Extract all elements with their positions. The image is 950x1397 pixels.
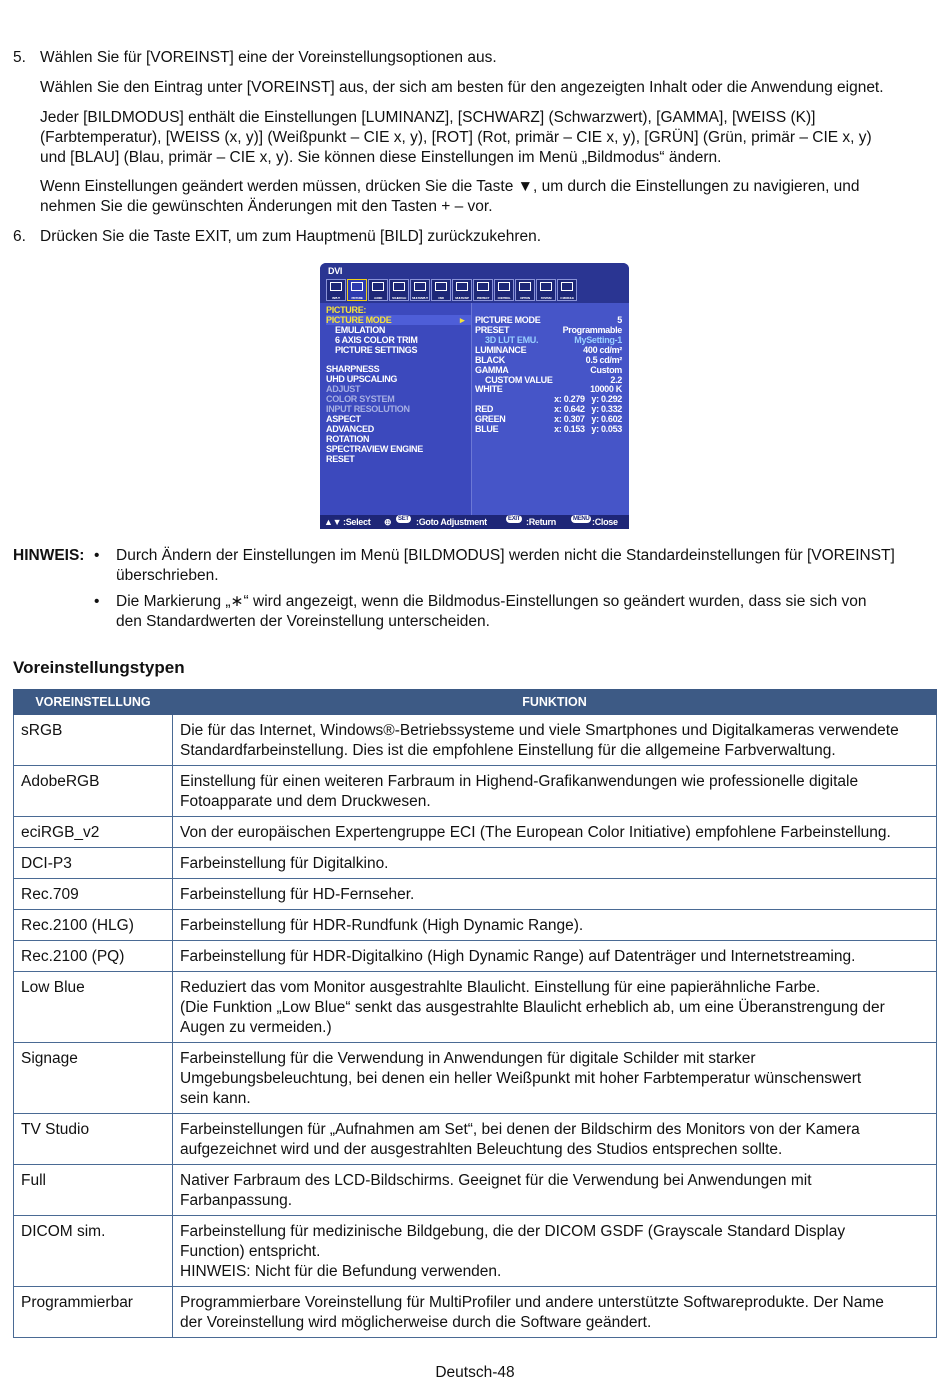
osd-right-label: PICTURE MODE — [475, 315, 541, 325]
preset-name-cell: TV Studio — [14, 1114, 173, 1165]
function-line: Augen zu vermeiden.) — [180, 1019, 332, 1036]
osd-left-item: SHARPNESS — [326, 364, 380, 374]
osd-icon-osd — [431, 279, 451, 301]
osd-icon-c-module — [557, 279, 577, 301]
table-row — [14, 1287, 937, 1338]
menu-tab-icon — [330, 282, 342, 291]
osd-right-value: 2.2 — [610, 375, 622, 385]
osd-icon-option — [515, 279, 535, 301]
function-line: Programmierbare Voreinstellung für MultiProfiler und andere unterstützte Softwareprodukte. Der Name — [180, 1294, 884, 1311]
table-header-function: FUNKTION — [173, 690, 937, 715]
function-line: Farbeinstellung für Digitalkino. — [180, 855, 389, 872]
function-line: Farbeinstellung für HDR-Rundfunk (High Dynamic Range). — [180, 917, 584, 934]
function-line: Von der europäischen Expertengruppe ECI (The European Color Initiative) empfohlene Farbeinstellung. — [180, 824, 891, 841]
table-row — [14, 910, 937, 941]
osd-right-value: 5 — [617, 315, 622, 325]
osd-right-value: 0.5 cd/m² — [585, 355, 622, 365]
osd-icon-label: OSD — [438, 296, 444, 300]
step-5-number: 5. — [13, 49, 26, 66]
note-bullet-2-line: Die Markierung „∗“ wird angezeigt, wenn die Bildmodus-Einstellungen so geändert wurden, dass sie sich von — [116, 593, 867, 610]
osd-left-item: EMULATION — [335, 325, 386, 335]
menu-tab-icon — [351, 282, 363, 291]
osd-icon-bar — [326, 279, 577, 301]
table-row — [14, 1043, 937, 1114]
function-line: Standardfarbeinstellung. Dies ist die empfohlene Einstellung für die allgemeine Farbverwaltung. — [180, 742, 836, 759]
table-row — [14, 972, 937, 1043]
osd-select-label: :Select — [343, 517, 371, 527]
function-line: Umgebungsbeleuchtung, bei denen ein heller Weißpunkt mit hoher Farbtemperatur wünschenswert — [180, 1070, 862, 1087]
section-title: Voreinstellungstypen — [13, 658, 185, 677]
function-line: Farbeinstellung für HDR-Digitalkino (High Dynamic Range) auf Datenträger und Internetstreaming. — [180, 948, 856, 965]
table-row — [14, 848, 937, 879]
function-line: Farbeinstellung für medizinische Bildgebung, die der DICOM GSDF (Grayscale Standard Display — [180, 1223, 846, 1240]
step-5-paragraph-3-line: Wenn Einstellungen geändert werden müssen, drücken Sie die Taste ▼, um durch die Einstellungen zu navigieren, und — [40, 178, 860, 195]
function-line: Nativer Farbraum des LCD-Bildschirms. Geeignet für die Verwendung bei Anwendungen mit — [180, 1172, 812, 1189]
menu-tab-icon — [540, 282, 552, 291]
osd-icon-label: MULTI-DSP — [455, 296, 469, 300]
osd-right-label: 3D LUT EMU. — [485, 335, 539, 345]
preset-name-cell: eciRGB_v2 — [14, 817, 173, 848]
table-header-row — [14, 690, 937, 715]
osd-return-label: :Return — [526, 517, 556, 527]
preset-name-cell: Rec.2100 (HLG) — [14, 910, 173, 941]
osd-left-item: PICTURE SETTINGS — [335, 345, 418, 355]
osd-input-label: DVI — [328, 266, 343, 276]
osd-menu-screenshot — [320, 263, 629, 529]
osd-top-bar — [320, 263, 629, 303]
osd-icon-multi-input — [410, 279, 430, 301]
menu-tab-icon — [456, 282, 468, 291]
preset-name-cell: Signage — [14, 1043, 173, 1114]
osd-right-value: 400 cd/m² — [583, 345, 622, 355]
osd-icon-label: OPTION — [520, 296, 530, 300]
osd-right-value: MySetting-1 — [574, 335, 622, 345]
note-bullet-2 — [116, 592, 867, 632]
function-line: Farbeinstellung für die Verwendung in Anwendungen für digitale Schilder mit starker — [180, 1050, 756, 1067]
preset-function-cell — [173, 910, 937, 941]
osd-bottom-bar — [320, 515, 629, 529]
osd-left-item: INPUT RESOLUTION — [326, 404, 410, 414]
note-bullet-2-line: den Standardwerten der Voreinstellung unterscheiden. — [116, 613, 490, 630]
osd-icon-picture — [347, 279, 367, 301]
osd-left-panel — [320, 303, 471, 515]
osd-icon-label: CONTROL — [497, 296, 511, 300]
osd-right-value: x: 0.279 y: 0.292 — [554, 394, 622, 404]
step-5-paragraph-2-line: Jeder [BILDMODUS] enthält die Einstellungen [LUMINANZ], [SCHWARZ] (Schwarzwert), [GAMMA], [WEISS (K)] — [40, 109, 816, 126]
note-label: HINWEIS: — [13, 547, 85, 564]
osd-icon-input — [326, 279, 346, 301]
preset-function-cell — [173, 1043, 937, 1114]
function-line: HINWEIS: Nicht für die Befundung verwenden. — [180, 1263, 502, 1280]
menu-tab-icon — [498, 282, 510, 291]
osd-icon-label: PROTECT — [476, 296, 490, 300]
menu-key-icon: MENU — [573, 516, 590, 522]
osd-left-item: SPECTRAVIEW ENGINE — [326, 444, 423, 454]
preset-function-cell — [173, 879, 937, 910]
table-row — [14, 766, 937, 817]
osd-right-value: x: 0.307 y: 0.602 — [554, 414, 622, 424]
preset-name-cell: Programmierbar — [14, 1287, 173, 1338]
osd-right-value: x: 0.153 y: 0.053 — [554, 424, 622, 434]
function-line: Reduziert das vom Monitor ausgestrahlte Blaulicht. Einstellung für eine papierähnliche Farbe. — [180, 979, 821, 996]
table-row — [14, 941, 937, 972]
function-line: Function) entspricht. — [180, 1243, 321, 1260]
function-line: (Die Funktion „Low Blue“ senkt das ausgestrahlte Blaulicht erheblich ab, um eine Überanstrengung der — [180, 999, 885, 1016]
preset-function-cell — [173, 766, 937, 817]
preset-types-table — [13, 689, 937, 1338]
osd-right-value: x: 0.642 y: 0.332 — [554, 404, 622, 414]
table-row — [14, 1216, 937, 1287]
menu-tab-icon — [393, 282, 405, 291]
step-5-paragraph-3-line: nehmen Sie die gewünschten Änderungen mit den Tasten + – vor. — [40, 198, 493, 215]
preset-name-cell: Low Blue — [14, 972, 173, 1043]
osd-icon-label: PICTURE — [351, 296, 363, 300]
page-footer: Deutsch-48 — [435, 1364, 515, 1381]
preset-name-cell: sRGB — [14, 715, 173, 766]
osd-left-item: ASPECT — [326, 414, 361, 424]
osd-icon-system — [536, 279, 556, 301]
osd-right-label: WHITE — [475, 384, 503, 394]
osd-icon-audio — [368, 279, 388, 301]
preset-function-cell — [173, 715, 937, 766]
osd-right-label: BLACK — [475, 355, 505, 365]
table-row — [14, 715, 937, 766]
osd-right-label: BLUE — [475, 424, 499, 434]
preset-name-cell: Full — [14, 1165, 173, 1216]
table-row — [14, 817, 937, 848]
step-5-paragraph-3 — [40, 177, 860, 217]
set-key-icon: SET — [398, 516, 409, 522]
osd-left-item: RESET — [326, 454, 355, 464]
preset-name-cell: DICOM sim. — [14, 1216, 173, 1287]
bullet-icon: • — [94, 547, 100, 564]
osd-icon-label: SCHEDULE — [391, 296, 407, 300]
osd-right-value: 10000 K — [590, 384, 622, 394]
osd-left-item: ADVANCED — [326, 424, 374, 434]
osd-right-value: Programmable — [562, 325, 622, 335]
note-bullet-1-line: überschrieben. — [116, 567, 219, 584]
plus-icon: ⊕ — [384, 517, 392, 527]
osd-left-item: 6 AXIS COLOR TRIM — [335, 335, 418, 345]
menu-tab-icon — [435, 282, 447, 291]
preset-function-cell — [173, 1114, 937, 1165]
osd-left-item: ROTATION — [326, 434, 370, 444]
menu-tab-icon — [519, 282, 531, 291]
osd-close-label: :Close — [592, 517, 618, 527]
preset-function-cell — [173, 848, 937, 879]
menu-tab-icon — [477, 282, 489, 291]
osd-right-label: CUSTOM VALUE — [485, 375, 553, 385]
osd-left-item: PICTURE MODE — [326, 315, 471, 325]
function-line: sein kann. — [180, 1090, 251, 1107]
bullet-icon: • — [94, 593, 100, 610]
step-6-text: Drücken Sie die Taste EXIT, um zum Hauptmenü [BILD] zurückzukehren. — [40, 228, 542, 245]
osd-right-label: GREEN — [475, 414, 506, 424]
preset-name-cell: DCI-P3 — [14, 848, 173, 879]
function-line: aufgezeichnet wird und der ausgestrahlten Beleuchtung des Studios entsprechen sollte. — [180, 1141, 783, 1158]
function-line: Farbeinstellungen für „Aufnahmen am Set“, bei denen der Bildschirm des Monitors von der Kamera — [180, 1121, 860, 1138]
menu-tab-icon — [414, 282, 426, 291]
step-5-paragraph-2-line: und [BLAU] (Blau, primär – CIE x, y). Sie können diese Einstellungen im Menü „Bildmodus“ ändern. — [40, 149, 722, 166]
osd-right-label: LUMINANCE — [475, 345, 527, 355]
step-5-text: Wählen Sie für [VOREINST] eine der Voreinstellungsoptionen aus. — [40, 49, 497, 66]
preset-function-cell — [173, 817, 937, 848]
exit-key-icon: EXIT — [508, 516, 521, 522]
step-6-number: 6. — [13, 228, 26, 245]
preset-function-cell — [173, 1216, 937, 1287]
osd-right-value: Custom — [590, 365, 622, 375]
osd-right-panel — [471, 303, 629, 515]
function-line: Einstellung für einen weiteren Farbraum in Highend-Grafikanwendungen wie professionelle digitale — [180, 773, 859, 790]
osd-icon-control — [494, 279, 514, 301]
table-row — [14, 1165, 937, 1216]
menu-tab-icon — [561, 282, 573, 291]
function-line: Farbanpassung. — [180, 1192, 293, 1209]
step-5-paragraph-1: Wählen Sie den Eintrag unter [VOREINST] aus, der sich am besten für den angezeigten Inhalt oder die Anwendung eignet. — [40, 79, 884, 96]
table-row — [14, 1114, 937, 1165]
table-header-preset: VOREINSTELLUNG — [14, 690, 173, 715]
osd-left-header: PICTURE: — [326, 305, 367, 315]
osd-icon-label: C MODULE — [560, 296, 574, 300]
step-5-paragraph-2-line: (Farbtemperatur), [WEISS (x, y)] (Weißpunkt – CIE x, y), [ROT] (Rot, primär – CIE x, y), [GRÜN] (Grün, primär – CIE x, y) — [40, 129, 872, 146]
preset-function-cell — [173, 972, 937, 1043]
preset-name-cell: Rec.709 — [14, 879, 173, 910]
osd-icon-label: INPUT — [332, 296, 340, 300]
preset-name-cell: AdobeRGB — [14, 766, 173, 817]
osd-icon-protect — [473, 279, 493, 301]
osd-goto-label: :Goto Adjustment — [416, 517, 487, 527]
menu-tab-icon — [372, 282, 384, 291]
table-row — [14, 879, 937, 910]
function-line: Farbeinstellung für HD-Fernseher. — [180, 886, 415, 903]
osd-left-item: COLOR SYSTEM — [326, 394, 395, 404]
note-bullet-1-line: Durch Ändern der Einstellungen im Menü [BILDMODUS] werden nicht die Standardeinstellungen für [VOREINST] — [116, 547, 895, 564]
arrow-right-icon: ▸ — [460, 315, 465, 325]
osd-icon-schedule — [389, 279, 409, 301]
osd-right-label: GAMMA — [475, 365, 509, 375]
osd-icon-label: AUDIO — [373, 296, 383, 300]
osd-icon-multi-dsp — [452, 279, 472, 301]
preset-function-cell — [173, 1287, 937, 1338]
up-down-arrows-icon: ▲▼ — [324, 517, 342, 527]
osd-right-label: RED — [475, 404, 494, 414]
osd-icon-label: MULTI-INPUT — [412, 296, 428, 300]
function-line: Die für das Internet, Windows®-Betriebssysteme und viele Smartphones und Digitalkameras verwendete — [180, 722, 899, 739]
function-line: der Voreinstellung wird möglicherweise durch die Software geändert. — [180, 1314, 652, 1331]
preset-name-cell: Rec.2100 (PQ) — [14, 941, 173, 972]
osd-icon-label: SYSTEM — [540, 296, 552, 300]
step-5-paragraph-2 — [40, 108, 872, 168]
note-bullet-1 — [116, 546, 895, 586]
osd-right-label: PRESET — [475, 325, 510, 335]
osd-left-item: ADJUST — [326, 384, 361, 394]
preset-function-cell — [173, 941, 937, 972]
function-line: Fotoapparate und dem Druckwesen. — [180, 793, 431, 810]
preset-function-cell — [173, 1165, 937, 1216]
osd-left-item: UHD UPSCALING — [326, 374, 398, 384]
